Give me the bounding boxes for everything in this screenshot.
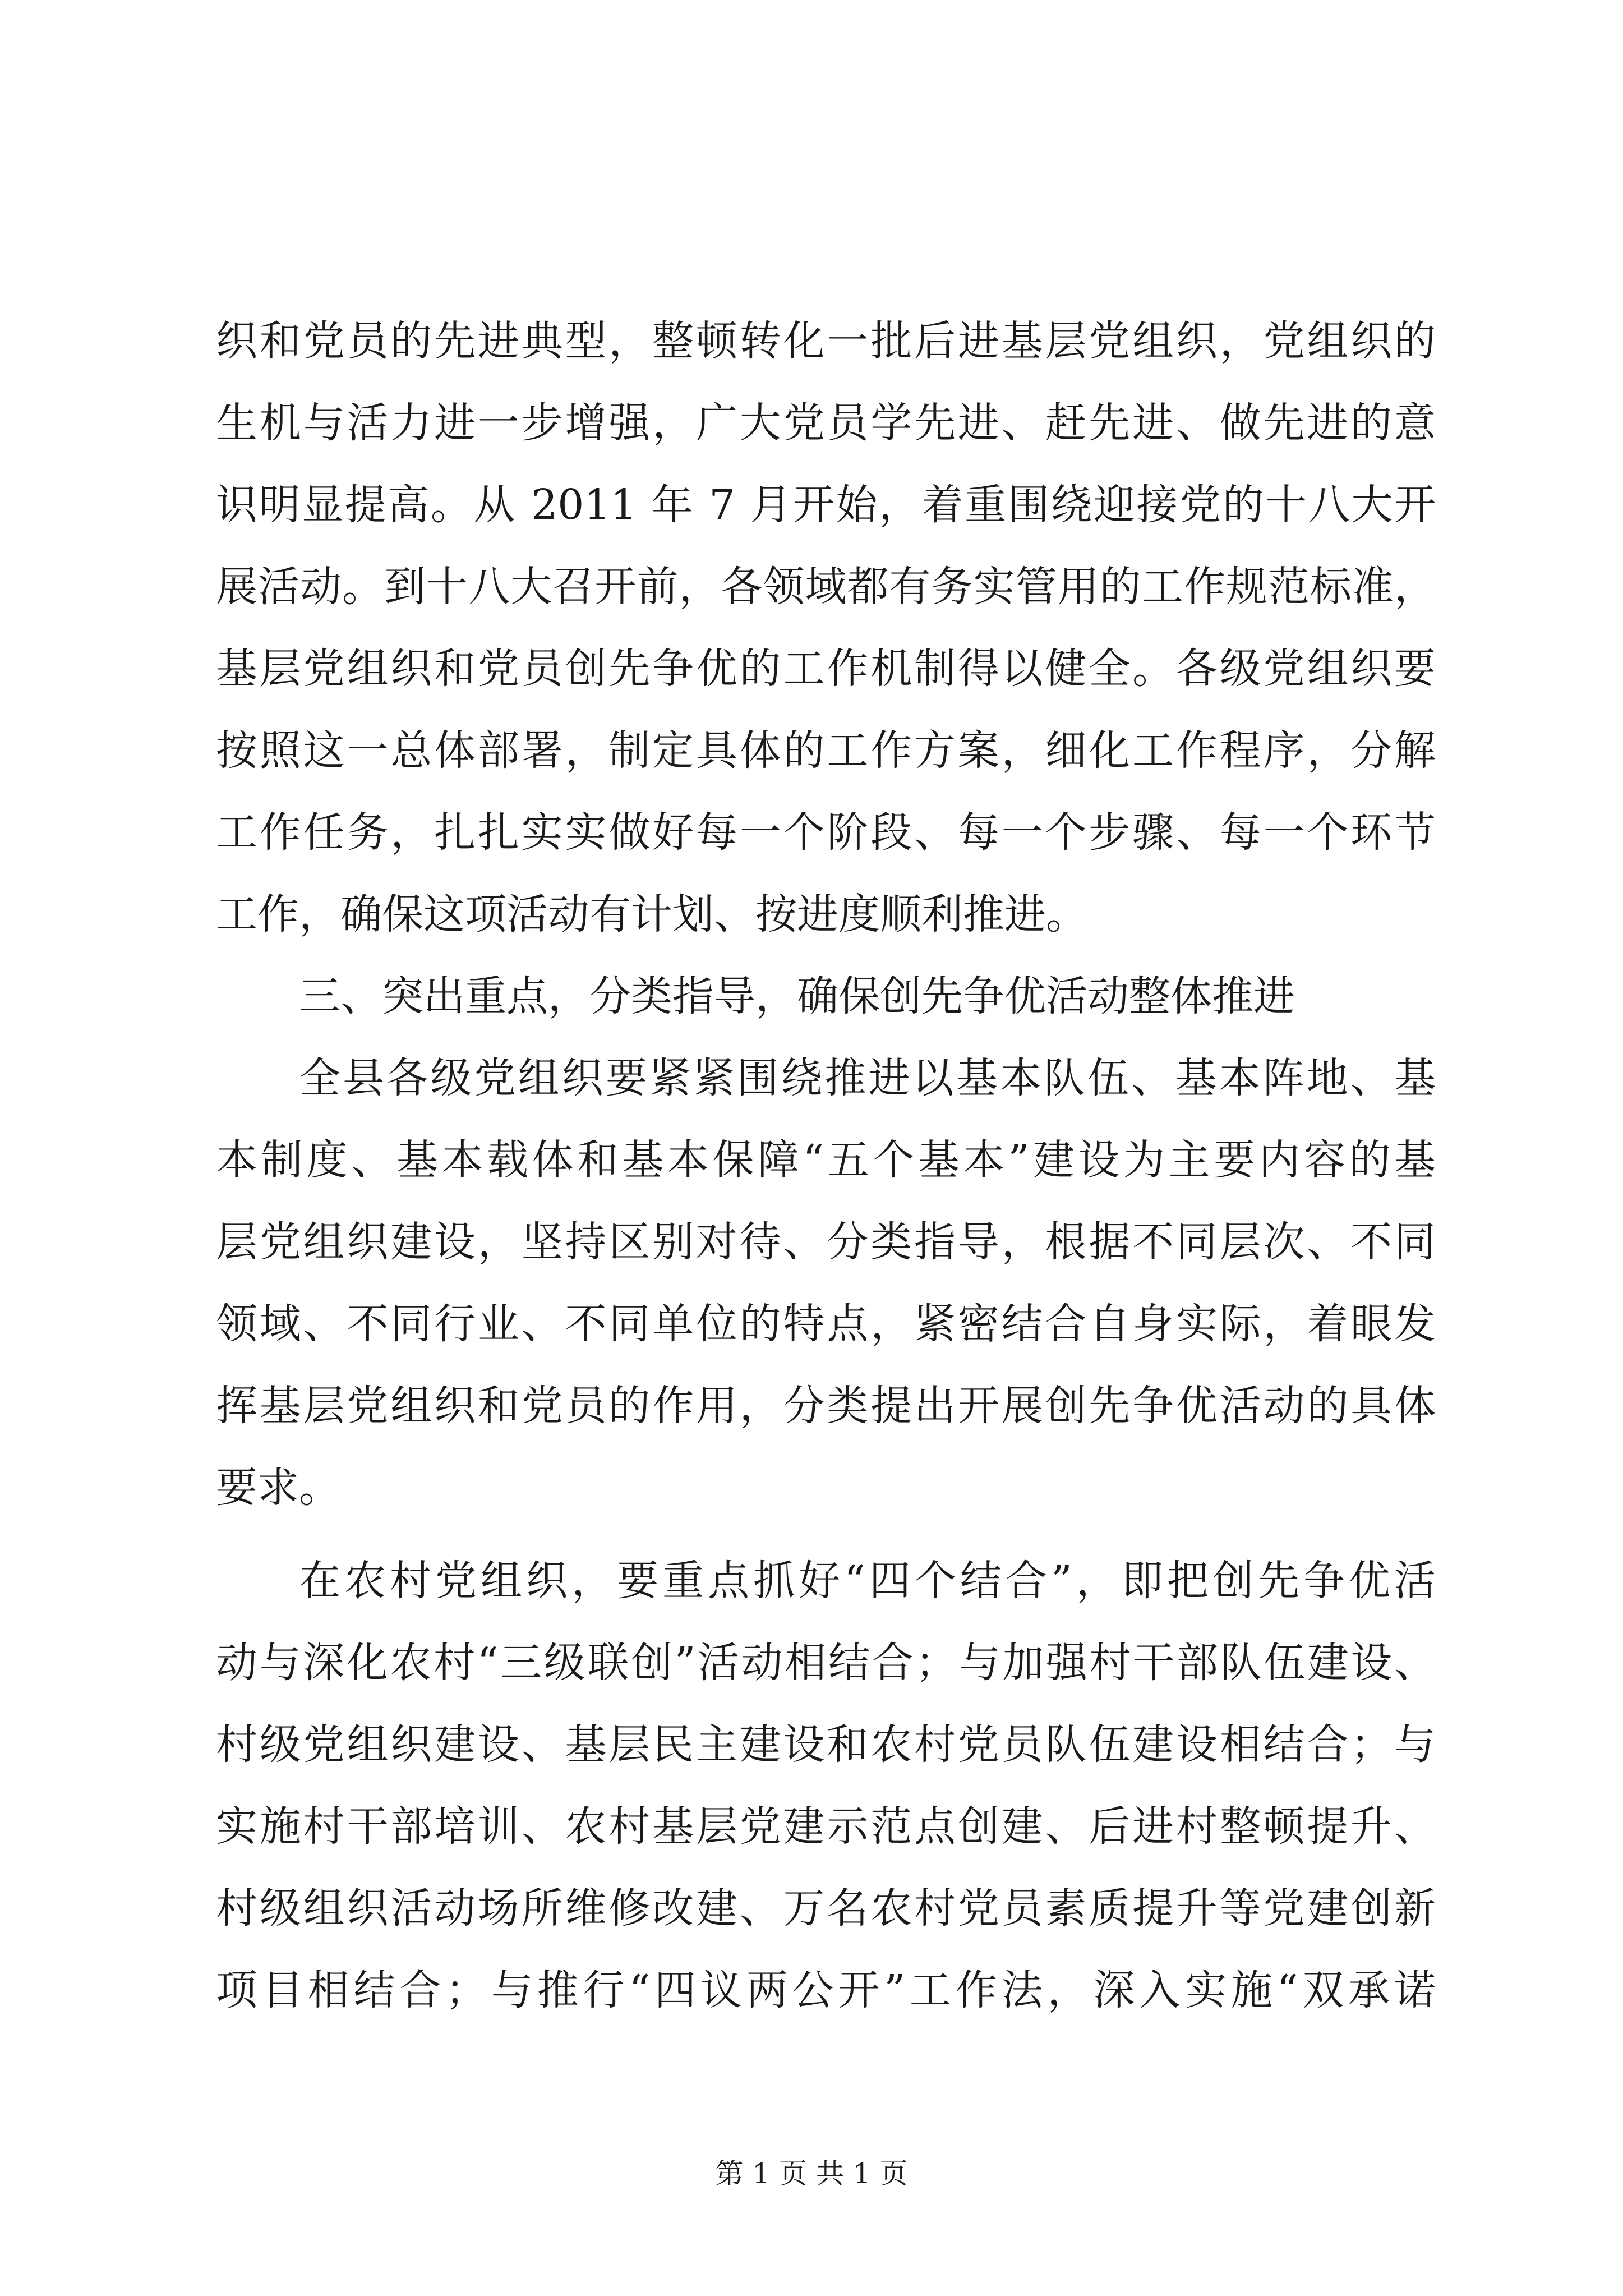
text-line: 本制度、基本载体和基本保障“五个基本”建设为主要内容的基 bbox=[216, 1136, 1436, 1184]
text-line: 识明显提高。从 2011 年 7 月开始，着重围绕迎接党的十八大开 bbox=[216, 481, 1436, 529]
text-line: 工作，确保这项活动有计划、按进度顺利推进。 bbox=[216, 890, 1087, 938]
text-line: 全县各级党组织要紧紧围绕推进以基本队伍、基本阵地、基 bbox=[299, 1054, 1436, 1102]
text-line: 动与深化农村“三级联创”活动相结合；与加强村干部队伍建设、 bbox=[216, 1639, 1436, 1687]
text-line: 基层党组织和党员创先争优的工作机制得以健全。各级党组织要 bbox=[216, 645, 1436, 693]
text-line: 层党组织建设，坚持区别对待、分类指导，根据不同层次、不同 bbox=[216, 1218, 1436, 1266]
text-line: 工作任务，扎扎实实做好每一个阶段、每一个步骤、每一个环节 bbox=[216, 808, 1436, 857]
paragraph-spacer bbox=[216, 1529, 1436, 1540]
text-line: 要求。 bbox=[216, 1464, 340, 1512]
section-heading: 三、突出重点，分类指导，确保创先争优活动整体推进 bbox=[299, 972, 1295, 1020]
text-line: 按照这一总体部署，制定具体的工作方案，细化工作程序，分解 bbox=[216, 726, 1436, 775]
text-line: 村级组织活动场所维修改建、万名农村党员素质提升等党建创新 bbox=[216, 1884, 1436, 1932]
text-line: 挥基层党组织和党员的作用，分类提出开展创先争优活动的具体 bbox=[216, 1382, 1436, 1430]
text-line: 实施村干部培训、农村基层党建示范点创建、后进村整顿提升、 bbox=[216, 1802, 1436, 1851]
text-line: 领域、不同行业、不同单位的特点，紧密结合自身实际，着眼发 bbox=[216, 1300, 1436, 1348]
text-line: 织和党员的先进典型，整顿转化一批后进基层党组织，党组织的 bbox=[216, 317, 1436, 365]
text-line: 在农村党组织，要重点抓好“四个结合”，即把创先争优活 bbox=[299, 1557, 1436, 1605]
page-number-label: 第 1 页 共 1 页 bbox=[715, 2157, 908, 2190]
text-line: 展活动。到十八大召开前，各领域都有务实管用的工作规范标准， bbox=[216, 563, 1436, 611]
text-line: 生机与活力进一步增强，广大党员学先进、赶先进、做先进的意 bbox=[216, 399, 1436, 447]
document-body bbox=[216, 300, 1436, 2031]
text-line: 村级党组织建设、基层民主建设和农村党员队伍建设相结合；与 bbox=[216, 1720, 1436, 1769]
page-footer bbox=[0, 2157, 1623, 2191]
text-line: 项目相结合；与推行“四议两公开”工作法，深入实施“双承诺 bbox=[216, 1966, 1436, 2014]
